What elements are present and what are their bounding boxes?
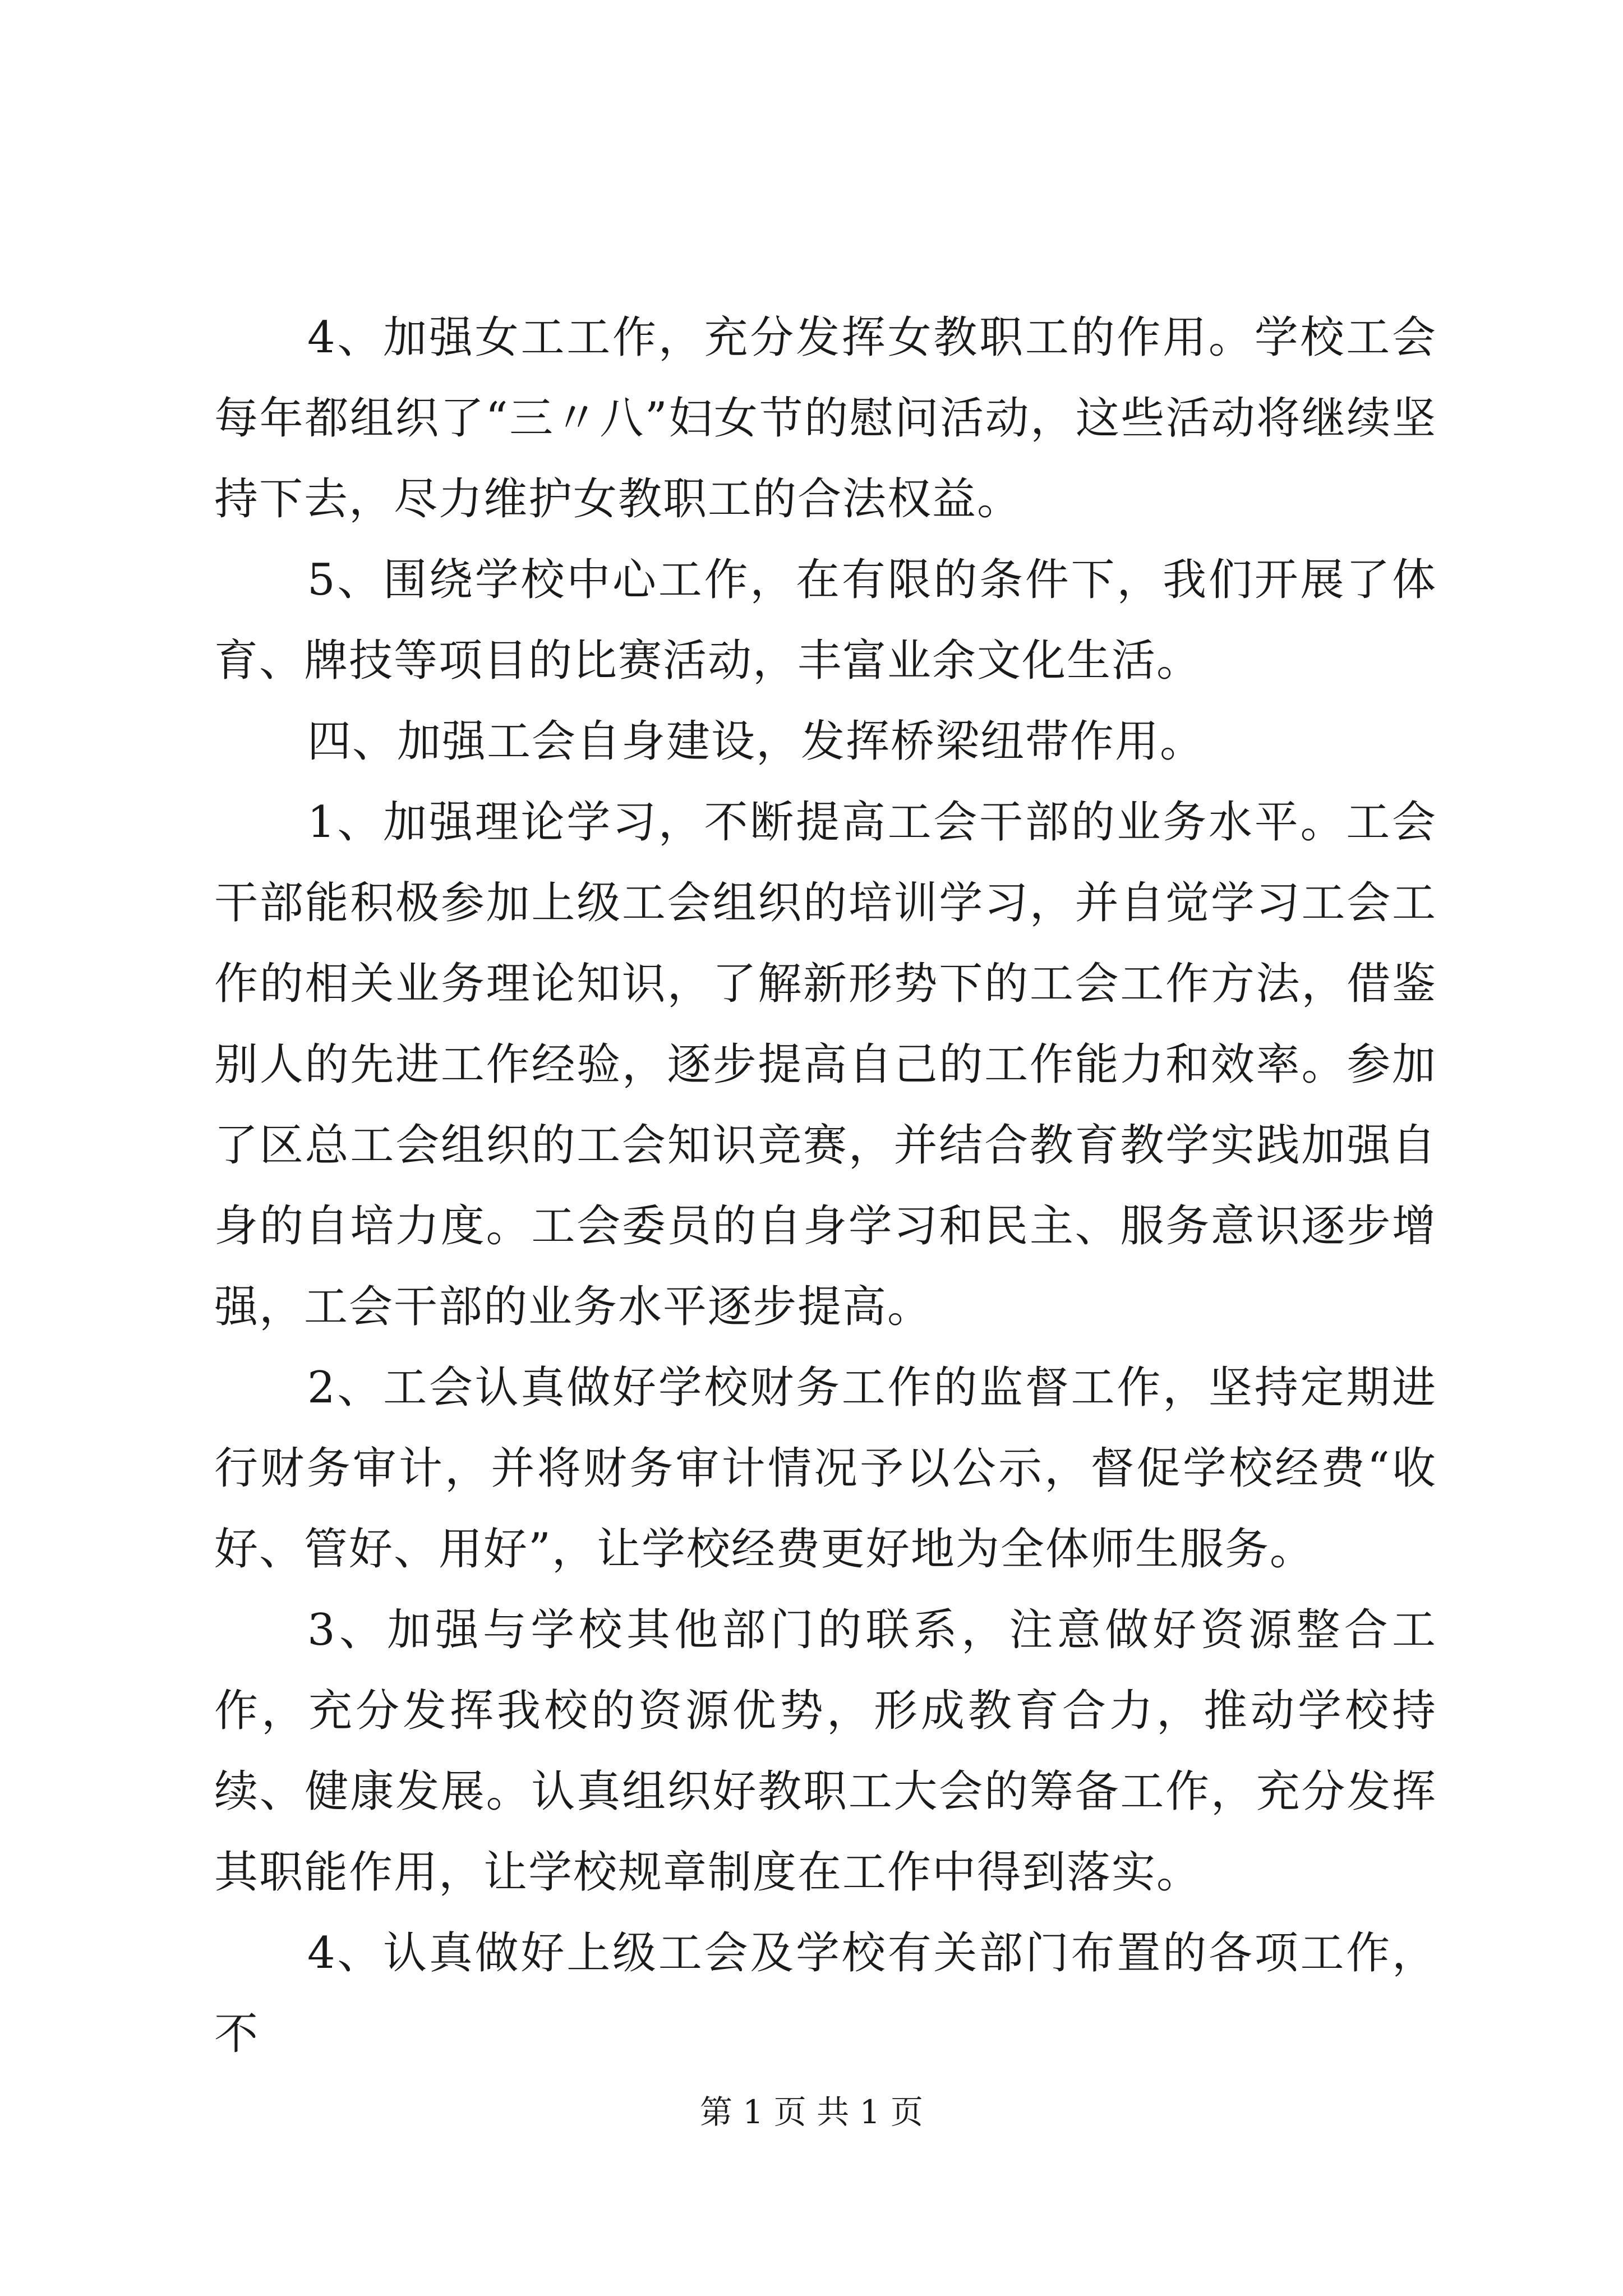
page-footer: 第 1 页 共 1 页 — [700, 2093, 923, 2131]
paragraph-item-3-coordination: 3、加强与学校其他部门的联系，注意做好资源整合工作，充分发挥我校的资源优势，形成教育合力，推动学校持续、健康发展。认真组织好教职工大会的筹备工作，充分发挥其职能作用，让学校规章制度在工作中得到落实。 — [214, 1605, 1437, 1898]
paragraph-item-5-activities: 5、围绕学校中心工作，在有限的条件下，我们开展了体育、牌技等项目的比赛活动，丰富业余文化生活。 — [214, 555, 1437, 686]
paragraph-item-4-women-workers: 4、加强女工工作，充分发挥女教职工的作用。学校工会每年都组织了“三〃八”妇女节的慰问活动，这些活动将继续坚持下去，尽力维护女教职工的合法权益。 — [214, 312, 1437, 524]
paragraph-item-4-tasks: 4、认真做好上级工会及学校有关部门布置的各项工作，不 — [214, 1928, 1437, 2059]
document-body — [214, 297, 1437, 2074]
section-heading-four: 四、加强工会自身建设，发挥桥梁纽带作用。 — [307, 716, 1205, 767]
paragraph-item-1-theory-study: 1、加强理论学习，不断提高工会干部的业务水平。工会干部能积极参加上级工会组织的培训学习，并自觉学习工会工作的相关业务理论知识，了解新形势下的工会工作方法，借鉴别人的先进工作经验，逐步提高自己的工作能力和效率。参加了区总工会组织的工会知识竞赛，并结合教育教学实践加强自身的自培力度。工会委员的自身学习和民主、服务意识逐步增强，工会干部的业务水平逐步提高。 — [214, 797, 1437, 1332]
paragraph-item-2-finance: 2、工会认真做好学校财务工作的监督工作，坚持定期进行财务审计，并将财务审计情况予以公示，督促学校经费“收好、管好、用好”，让学校经费更好地为全体师生服务。 — [214, 1363, 1437, 1575]
